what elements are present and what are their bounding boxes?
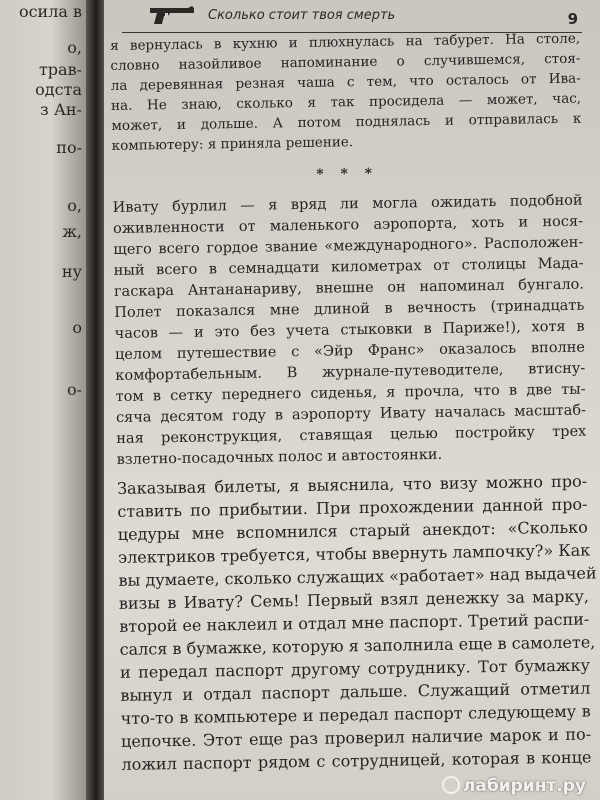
site-watermark bbox=[442, 776, 586, 796]
text-line: гаскара Антананариву, внешне он напоминал бунгало. bbox=[113, 276, 585, 300]
left-page-fragment: ну bbox=[61, 262, 82, 281]
text-line: что-то в компьютере и передал паспорт следующему в bbox=[120, 701, 591, 728]
text-line: том в сетку переднего сиденья, я прочла, что в две ты- bbox=[115, 381, 586, 405]
left-page-fragment: о, bbox=[67, 38, 82, 57]
left-page-fragment: трав- bbox=[38, 60, 82, 79]
text-line: визы в Ивату? Семь! Первый взял денежку за марку, bbox=[118, 586, 590, 613]
left-page-fragment: з Ан- bbox=[40, 100, 82, 119]
text-line: ная реконструкция, ставящая целью постройку трех bbox=[116, 423, 587, 447]
pistol-icon bbox=[148, 4, 196, 26]
text-line: Ивату бурлил — я вряд ли могла ожидать подобной bbox=[112, 192, 583, 216]
page-number: 9 bbox=[567, 10, 578, 28]
left-page-fragment: по- bbox=[56, 138, 82, 157]
text-line: Полет показался мне длиной в вечность (тринадцать bbox=[114, 297, 585, 321]
left-page bbox=[0, 0, 92, 800]
left-page-fragment: о, bbox=[67, 196, 82, 215]
text-line: вы думаете, сколько служащих «работает» над выдачей bbox=[118, 563, 597, 590]
text-line: на. Не знаю, сколько я так просидела — может, час, bbox=[110, 90, 582, 114]
text-line: цедуры мне вспомнился старый анекдот: «Сколько bbox=[117, 517, 588, 544]
text-line: электриков требуется, чтобы ввернуть лампочку?» Как bbox=[118, 540, 591, 567]
running-title: Сколько стоит твоя смерть bbox=[208, 8, 396, 23]
page-body bbox=[110, 29, 597, 776]
text-line: ставить по прибытии. При прохождении данной про- bbox=[117, 494, 588, 521]
left-page-fragment: осила в bbox=[18, 2, 82, 21]
text-line: ный всего в семнадцати километрах от столицы Мада- bbox=[113, 255, 584, 279]
text-line: и передал паспорт другому сотруднику. Тот бумажку bbox=[119, 655, 591, 682]
text-line: часов — и это без учета стыковки в Париже!), хотя в bbox=[114, 318, 585, 342]
text-line: ла деревянная резная чаша с тем, что осталось от Ива- bbox=[110, 70, 581, 94]
text-line: сяча десятом году в аэропорту Ивату началась масштаб- bbox=[115, 402, 587, 426]
paragraph-middle bbox=[113, 191, 587, 471]
text-line: оживленности от маленького аэропорта, хоть и нося- bbox=[112, 213, 584, 237]
text-line: сался в бумажке, которую я заполнила еще в самолете, bbox=[119, 632, 596, 659]
text-line: может, и дольше. А потом поднялась и отправилась к bbox=[111, 110, 582, 134]
text-line: словно назойливое напоминание о случившемся, стоя- bbox=[110, 50, 581, 74]
text-line: я вернулась в кухню и плюхнулась на табурет. На столе, bbox=[110, 30, 581, 54]
labirint-logo-icon bbox=[442, 776, 460, 794]
text-line: щего всего гордое звание «международного». Расположен- bbox=[113, 234, 584, 258]
section-separator: * * * bbox=[316, 165, 379, 183]
text-line: взлетно-посадочных полос и автостоянки. bbox=[116, 446, 443, 468]
text-line: второй ее наклеил и отдал мне паспорт. Третий распи- bbox=[119, 609, 590, 636]
paragraph-bottom bbox=[116, 470, 597, 776]
right-page bbox=[104, 0, 600, 800]
left-page-fragment: одста bbox=[35, 80, 82, 99]
text-line: комфортабельным. В журнале-путеводителе, втисну- bbox=[115, 360, 586, 384]
text-line: вынул и отдал паспорт дальше. Служащий отметил bbox=[120, 678, 591, 705]
text-line: ложил паспорт рядом с сотрудницей, которая в конце bbox=[121, 747, 592, 774]
paragraph-top bbox=[110, 29, 582, 156]
left-page-fragment: ж, bbox=[62, 222, 82, 241]
text-line: Заказывая билеты, я выяснила, что визу можно про- bbox=[116, 471, 588, 498]
watermark-text: лабиринт.ру bbox=[462, 776, 586, 796]
page-header bbox=[122, 2, 582, 33]
text-line: цепочке. Этот еще раз проверил наличие марок и по- bbox=[120, 724, 592, 751]
text-line: целом путешествие с «Эйр Франс» оказалось вполне bbox=[114, 339, 586, 363]
left-page-fragment: о bbox=[72, 318, 82, 337]
left-page-fragment: о- bbox=[66, 380, 82, 399]
text-line: компьютеру: я приняла решение. bbox=[111, 134, 354, 154]
